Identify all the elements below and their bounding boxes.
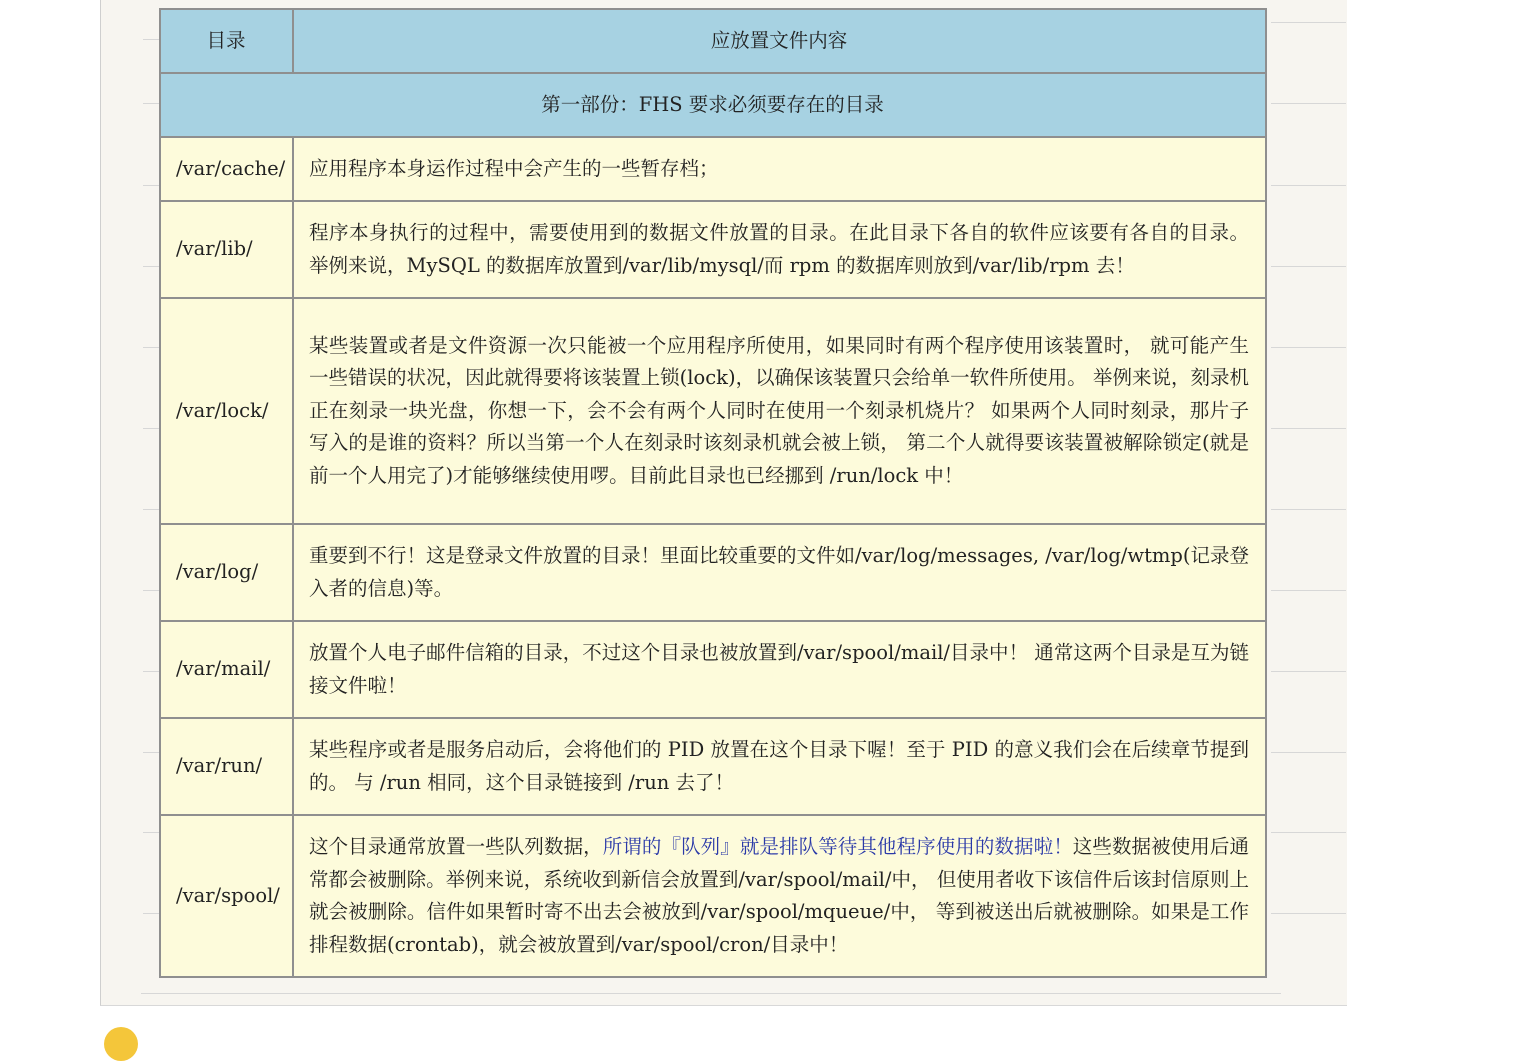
description-text: 这个目录通常放置一些队列数据， xyxy=(309,835,603,858)
table-row xyxy=(160,621,1266,718)
margin-rule xyxy=(1271,590,1346,591)
directory-cell: /var/lock/ xyxy=(160,298,293,524)
table-header-row xyxy=(160,9,1266,73)
table-row xyxy=(160,718,1266,815)
margin-rule xyxy=(143,266,159,267)
section-title: 第一部份：FHS 要求必须要存在的目录 xyxy=(160,73,1266,137)
margin-rule xyxy=(1271,22,1346,23)
directory-cell: /var/spool/ xyxy=(160,815,293,977)
description-cell: 某些装置或者是文件资源一次只能被一个应用程序所使用，如果同时有两个程序使用该装置时， 就可能产生一些错误的状况，因此就得要将该装置上锁(lock)，以确保该装置只会给单一软件所使用。 举例来说，刻录机正在刻录一块光盘，你想一下，会不会有两个人同时在使用一个刻录机烧片？ 如果两个人同时刻录，那片子写入的是谁的资料？所以当第一个人在刻录时该刻录机就会被上锁， 第二个人就得要该装置被解除锁定(就是前一个人用完了)才能够继续使用啰。目前此目录也已经挪到 /run/lock 中！ xyxy=(293,298,1266,524)
bottom-rule xyxy=(141,993,1281,994)
margin-rule xyxy=(143,347,159,348)
directory-cell: /var/log/ xyxy=(160,524,293,621)
directory-cell: /var/cache/ xyxy=(160,137,293,201)
description-cell xyxy=(293,815,1266,977)
fhs-var-table xyxy=(159,8,1267,978)
margin-rule xyxy=(1271,671,1346,672)
directory-cell: /var/run/ xyxy=(160,718,293,815)
section-row xyxy=(160,73,1266,137)
description-cell: 放置个人电子邮件信箱的目录，不过这个目录也被放置到/var/spool/mail/目录中！ 通常这两个目录是互为链接文件啦！ xyxy=(293,621,1266,718)
directory-cell: /var/lib/ xyxy=(160,201,293,298)
margin-rule xyxy=(143,39,159,40)
directory-cell: /var/mail/ xyxy=(160,621,293,718)
margin-rule xyxy=(143,103,159,104)
margin-rule xyxy=(1271,509,1346,510)
table-row xyxy=(160,137,1266,201)
margin-rule xyxy=(143,752,159,753)
margin-rule xyxy=(1271,266,1346,267)
description-cell: 重要到不行！这是登录文件放置的目录！里面比较重要的文件如/var/log/messages, /var/log/wtmp(记录登入者的信息)等。 xyxy=(293,524,1266,621)
bullet-icon xyxy=(104,1027,138,1061)
description-text: 这些数据被使用后通常都会被删除。举例来说，系统收到新信会放置到/var/spool/mail/中， 但使用者收下该信件后该封信原则上就会被删除。信件如果暂时寄不出去会被放到/var/spool/mqueue/中， 等到被送出后就被删除。如果是工作排程数据(crontab)，就会被放置到/var/spool/cron/目录中！ xyxy=(309,835,1249,956)
description-cell: 应用程序本身运作过程中会产生的一些暂存档； xyxy=(293,137,1266,201)
margin-rule xyxy=(143,913,159,914)
table-row xyxy=(160,201,1266,298)
document-page xyxy=(100,0,1347,1006)
description-cell: 某些程序或者是服务启动后，会将他们的 PID 放置在这个目录下喔！至于 PID 的意义我们会在后续章节提到的。 与 /run 相同，这个目录链接到 /run 去了！ xyxy=(293,718,1266,815)
margin-rule xyxy=(143,590,159,591)
margin-rule xyxy=(143,185,159,186)
margin-rule xyxy=(1271,832,1346,833)
margin-rule xyxy=(143,509,159,510)
margin-rule xyxy=(1271,428,1346,429)
table-row xyxy=(160,524,1266,621)
header-content: 应放置文件内容 xyxy=(293,9,1266,73)
header-directory: 目录 xyxy=(160,9,293,73)
margin-rule xyxy=(143,428,159,429)
margin-rule xyxy=(1271,185,1346,186)
margin-rule xyxy=(143,832,159,833)
description-cell: 程序本身执行的过程中，需要使用到的数据文件放置的目录。在此目录下各自的软件应该要有各自的目录。 举例来说，MySQL 的数据库放置到/var/lib/mysql/而 rpm 的数据库则放到/var/lib/rpm 去！ xyxy=(293,201,1266,298)
queue-highlight-text: 所谓的『队列』就是排队等待其他程序使用的数据啦！ xyxy=(602,835,1073,858)
margin-rule xyxy=(1271,752,1346,753)
margin-rule xyxy=(1271,913,1346,914)
table-row xyxy=(160,815,1266,977)
margin-rule xyxy=(1271,347,1346,348)
margin-rule xyxy=(1271,103,1346,104)
table-row xyxy=(160,298,1266,524)
margin-rule xyxy=(143,671,159,672)
